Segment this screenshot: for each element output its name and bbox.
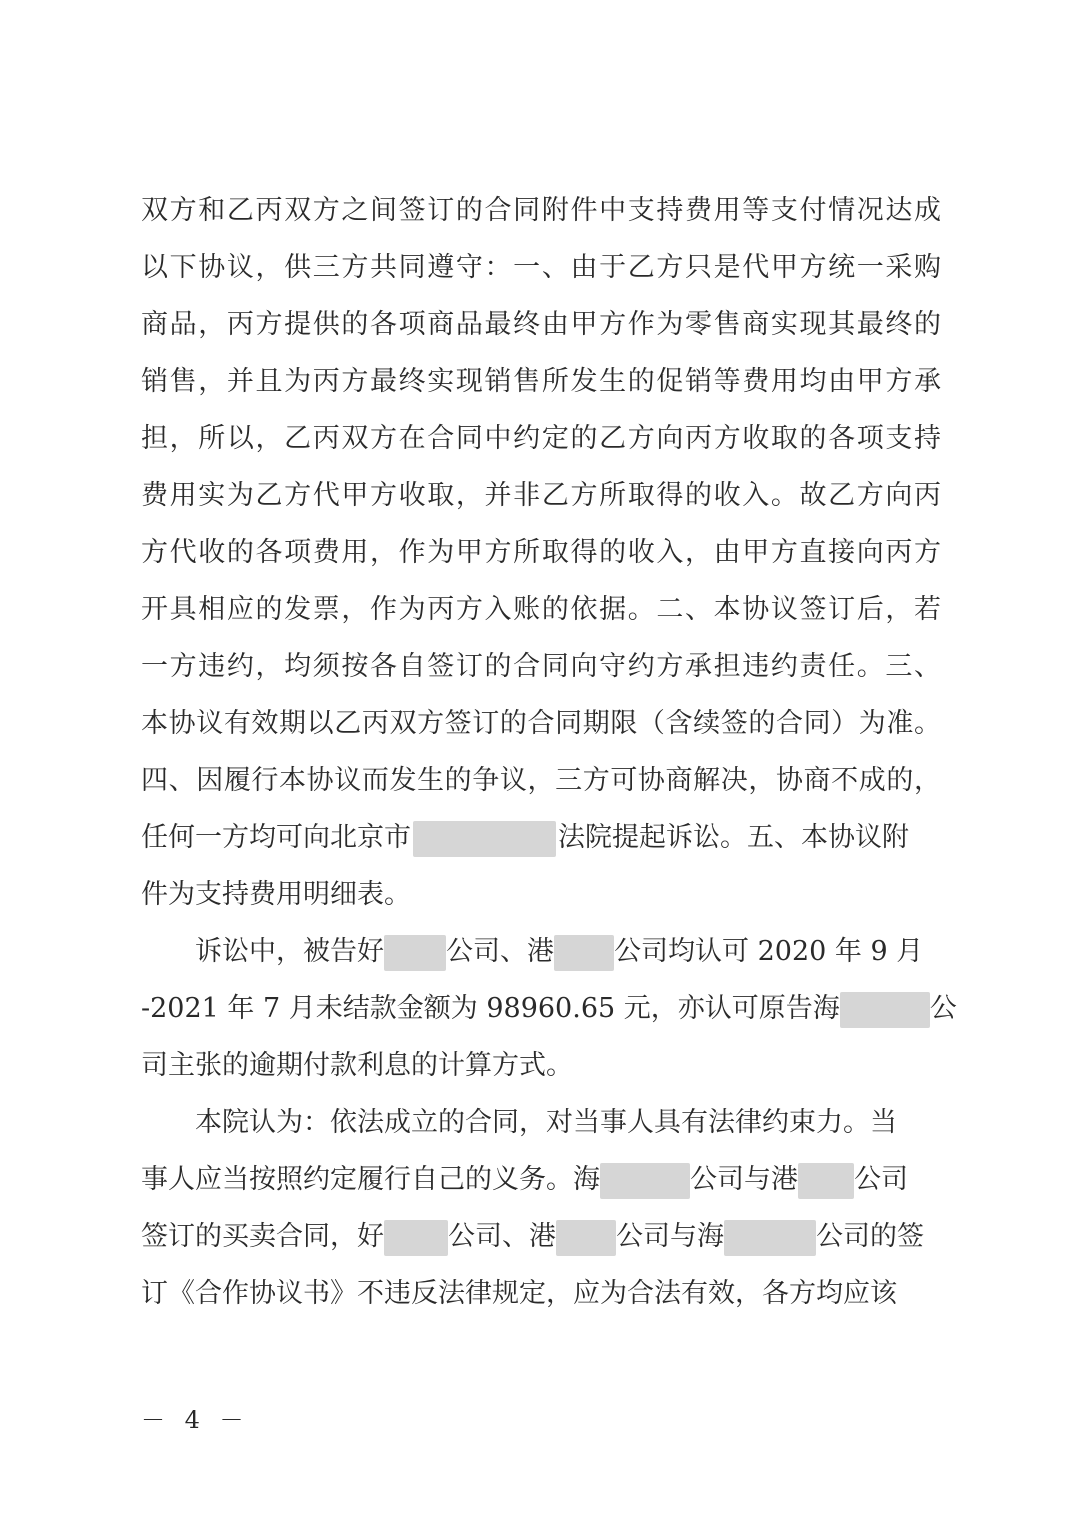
text-line: 双方和乙丙双方之间签订的合同附件中支持费用等支付情况达成 — [141, 195, 941, 226]
text-line — [141, 1160, 941, 1200]
text-segment: 公司的签 — [816, 1221, 924, 1252]
text-line — [195, 932, 941, 972]
text-segment: 件为支持费用明细表。 — [141, 879, 411, 910]
text-line: 一方违约，均须按各自签订的合同向守约方承担违约责任。三、 — [141, 651, 941, 682]
redaction-block — [554, 935, 614, 971]
text-segment: 任何一方均可向北京市 — [141, 822, 411, 853]
text-segment: 签订的买卖合同，好 — [141, 1221, 384, 1252]
text-segment: 订《合作协议书》不违反法律规定，应为合法有效，各方均应该 — [141, 1278, 897, 1309]
redaction-block — [600, 1163, 690, 1199]
text-line: 商品，丙方提供的各项商品最终由甲方作为零售商实现其最终的 — [141, 309, 941, 340]
redaction-block — [840, 992, 930, 1028]
text-line: 四、因履行本协议而发生的争议，三方可协商解决，协商不成的， — [141, 765, 941, 796]
text-line: 方代收的各项费用，作为甲方所取得的收入，由甲方直接向丙方 — [141, 537, 941, 568]
text-line — [141, 1046, 941, 1086]
text-line: 以下协议，供三方共同遵守：一、由于乙方只是代甲方统一采购 — [141, 252, 941, 283]
text-segment: 司主张的逾期付款利息的计算方式。 — [141, 1050, 573, 1081]
text-line: 开具相应的发票，作为丙方入账的依据。二、本协议签订后，若 — [141, 594, 941, 625]
page-number: － 4 － — [141, 1406, 250, 1434]
text-segment: 公 — [929, 993, 957, 1024]
text-segment: 事人应当按照约定履行自己的义务。海 — [141, 1164, 600, 1195]
text-line: 本协议有效期以乙丙双方签订的合同期限（含续签的合同）为准。 — [141, 708, 941, 739]
text-line — [141, 875, 941, 915]
text-segment: 公司与港 — [690, 1164, 798, 1195]
text-segment: -2021 年 7 月未结款金额为 98960.65 元，亦认可原告海 — [141, 993, 840, 1024]
text-segment: 本院认为：依法成立的合同，对当事人具有法律约束力。当 — [195, 1107, 897, 1138]
text-segment: 公司、港 — [448, 1221, 556, 1252]
text-line — [195, 1103, 941, 1143]
text-segment: 公司均认可 2020 年 9 月 — [614, 936, 924, 967]
text-line: 销售，并且为丙方最终实现销售所发生的促销等费用均由甲方承 — [141, 366, 941, 397]
text-line: 担，所以，乙丙双方在合同中约定的乙方向丙方收取的各项支持 — [141, 423, 941, 454]
redaction-block — [556, 1220, 616, 1256]
redaction-block — [413, 821, 556, 857]
text-segment: 公司 — [854, 1164, 908, 1195]
text-line — [141, 1274, 941, 1314]
redaction-block — [798, 1163, 854, 1199]
redaction-block — [724, 1220, 816, 1256]
text-line: 费用实为乙方代甲方收取，并非乙方所取得的收入。故乙方向丙 — [141, 480, 941, 511]
redaction-block — [384, 1220, 448, 1256]
text-line — [141, 1217, 941, 1257]
text-line — [141, 989, 957, 1029]
text-line — [141, 818, 941, 858]
text-segment: 公司、港 — [446, 936, 554, 967]
text-segment: 法院提起诉讼。五、本协议附 — [558, 822, 909, 853]
redaction-block — [384, 935, 446, 971]
text-segment: 公司与海 — [616, 1221, 724, 1252]
text-segment: 诉讼中，被告好 — [195, 936, 384, 967]
